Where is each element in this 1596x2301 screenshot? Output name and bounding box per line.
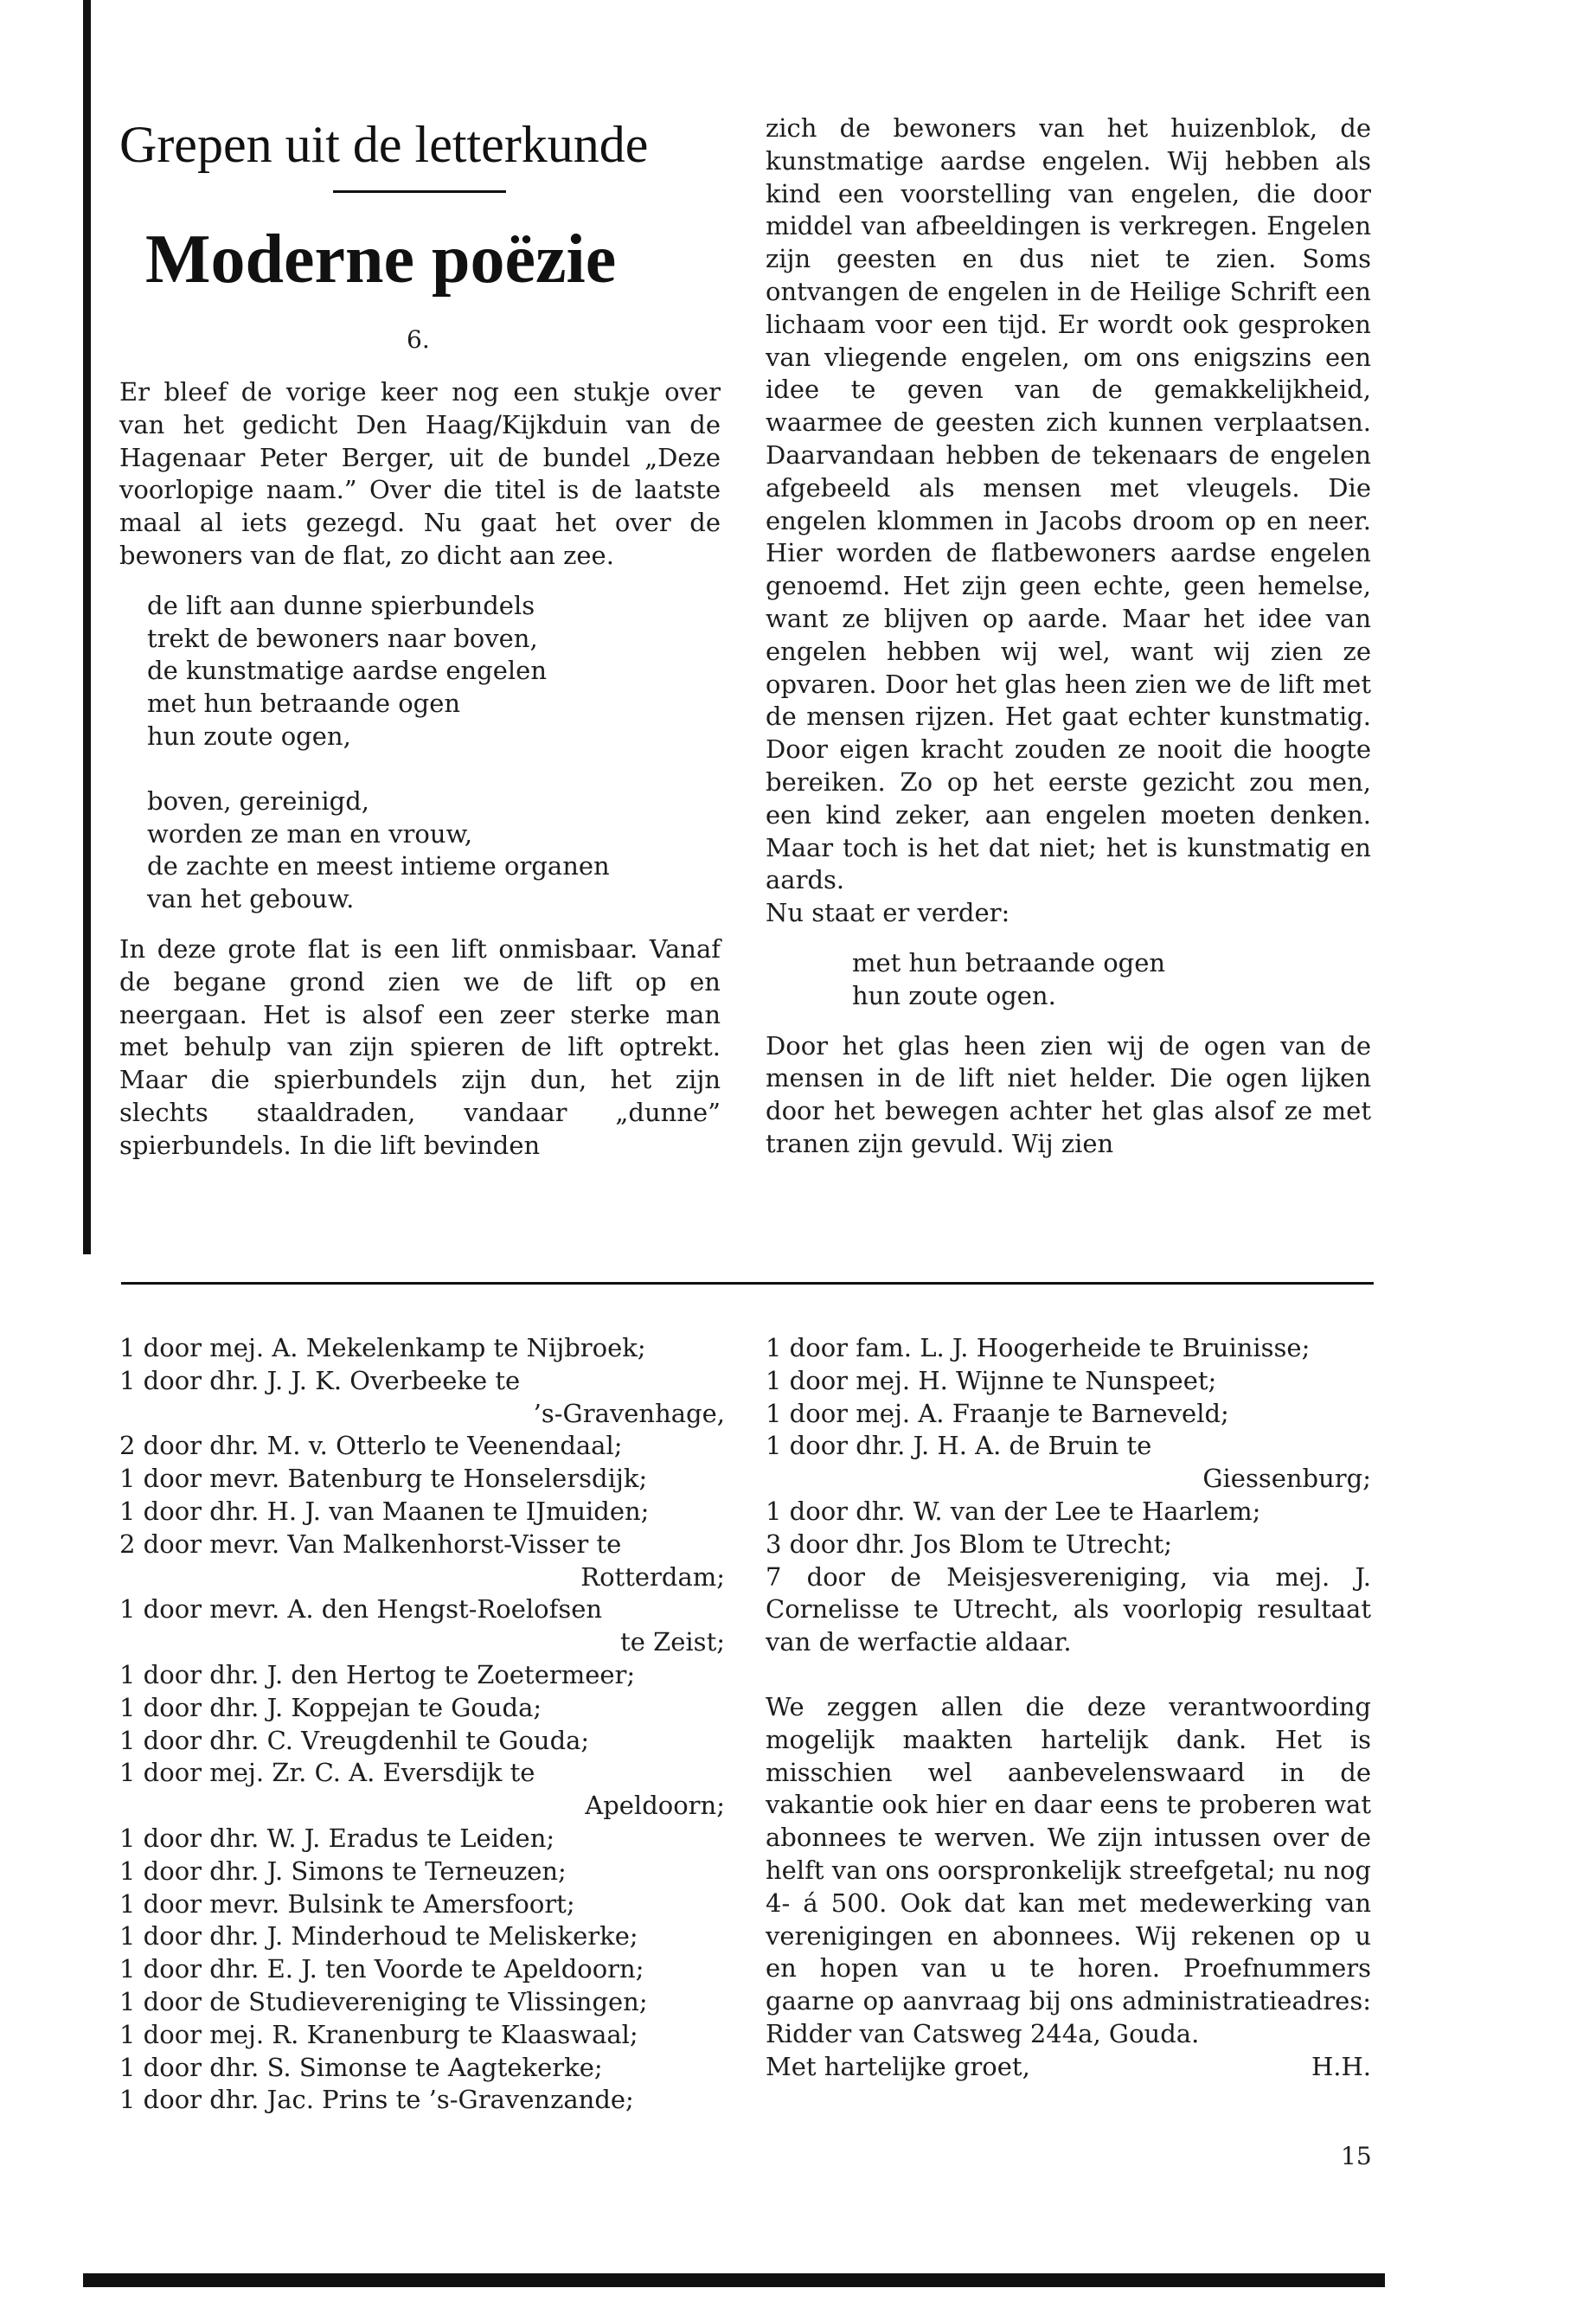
poem-line: trekt de bewoners naar boven, [147, 623, 538, 653]
section-separator [121, 1282, 1374, 1285]
poem-stanza-1 [119, 590, 721, 753]
quote-line: met hun betraande ogen [852, 947, 1166, 977]
donor-entry: 2 door dhr. M. v. Otterlo te Veenendaal; [119, 1431, 623, 1461]
bottom-border-bar [83, 2273, 1385, 2287]
donor-entry: 1 door dhr. J. Simons te Terneuzen; [119, 1856, 567, 1886]
greeting: Met hartelijke groet, [766, 2051, 1030, 2081]
donor-entry: 1 door dhr. J. den Hertog te Zoetermeer; [119, 1659, 636, 1689]
left-column [119, 376, 721, 1163]
poem-line: de zachte en meest intieme organen [147, 851, 610, 881]
donor-entry: 1 door dhr. S. Simonse te Aagtekerke; [119, 2052, 603, 2082]
donor-entry-continuation: Apeldoorn; [585, 1791, 725, 1821]
donor-entry: 1 door de Studievereniging te Vlissingen; [119, 1986, 648, 2016]
right-column [766, 112, 1371, 1161]
donor-entry: 1 door mevr. A. den Hengst-Roelofsen [119, 1594, 603, 1625]
donor-entry-continuation: ’s-Gravenhage, [533, 1398, 725, 1428]
donor-entry: 1 door mej. A. Fraanje te Barneveld; [766, 1398, 1229, 1428]
donor-entry: 1 door dhr. C. Vreugdenhil te Gouda; [119, 1725, 590, 1755]
poem-stanza-2 [119, 785, 721, 916]
donor-entry: 1 door dhr. J. Koppejan te Gouda; [119, 1692, 542, 1722]
section-title: Grepen uit de letterkunde [119, 116, 649, 173]
donor-entry: 2 door mevr. Van Malkenhorst-Visser te [119, 1529, 622, 1559]
donor-entry-continuation: te Zeist; [620, 1627, 725, 1657]
part-number: 6. [407, 325, 430, 354]
after-poem-paragraph: In deze grote flat is een lift onmisbaar. Vanaf de begane grond zien we de lift op en neergaan. Het is alsof een zeer sterke man met behulp van zijn spieren de lift optrekt. Maar die spierbundels zijn dun, het zijn slechts staaldraden, vandaar „dunne” spierbundels. In die lift bevinden [119, 933, 721, 1160]
poem-line: boven, gereinigd, [147, 785, 370, 816]
left-margin-bar [83, 0, 91, 1254]
quoted-lines [766, 947, 1371, 1013]
signature-initials: H.H. [1311, 2051, 1371, 2081]
donor-entry: 1 door mej. H. Wijnne te Nunspeet; [766, 1365, 1217, 1395]
right-paragraph-2: Door het glas heen zien wij de ogen van de mensen in de lift niet helder. Die ogen lijken door het bewegen achter het glas alsof ze met tranen zijn gevuld. Wij zien [766, 1030, 1371, 1158]
donor-entry: 1 door mej. R. Kranenburg te Klaaswaal; [119, 2019, 638, 2049]
closing-paragraph: We zeggen allen die deze verantwoording mogelijk maakten hartelijk dank. Het is misschien wel aanbevelenswaard in de vakantie ook hier en daar eens te proberen wat abonnees te werven. We zijn intussen over de helft van ons oorspronkelijk streefgetal; nu nog 4- á 500. Ook dat kan met medewerking van verenigingen en abonnees. Wij rekenen op u en hopen van u te horen. Proefnummers gaarne op aanvraag bij ons administratieadres: Ridder van Catsweg 244a, Gouda. [766, 1691, 1371, 2048]
poem-line: worden ze man en vrouw, [147, 818, 473, 849]
donor-entry-continuation: Rotterdam; [580, 1561, 725, 1592]
donor-entry: 1 door dhr. H. J. van Maanen te IJmuiden; [119, 1496, 650, 1526]
donor-entry: 1 door dhr. W. J. Eradus te Leiden; [119, 1823, 555, 1853]
poem-line: met hun betraande ogen [147, 689, 461, 719]
lead-in-line: Nu staat er verder: [766, 898, 1010, 928]
page-number: 15 [1341, 2142, 1372, 2170]
poem-line: hun zoute ogen, [147, 721, 351, 751]
donor-entry: 7 door de Meisjesvereniging, via mej. J. Cornelisse te Utrecht, als voorlopig resultaat van de werfactie aldaar. [766, 1561, 1371, 1657]
donor-entry: 1 door mevr. Bulsink te Amersfoort; [119, 1888, 575, 1919]
poem-line: van het gebouw. [147, 884, 355, 914]
poem-line: de kunstmatige aardse engelen [147, 656, 548, 686]
quote-line: hun zoute ogen. [852, 980, 1056, 1010]
donor-entry: 1 door mevr. Batenburg te Honselersdijk; [119, 1464, 648, 1494]
right-paragraph-1: zich de bewoners van het huizenblok, de kunstmatige aardse engelen. Wij hebben als kind een voorstelling van engelen, die door middel van afbeeldingen is verkregen. Engelen zijn geesten en dus niet te zien. Soms ontvangen de engelen in de Heilige Schrift een lichaam voor een tijd. Er wordt ook gesproken van vliegende engelen, om ons enigszins een idee te geven van de gemakkelijkheid, waarmee de geesten zich kunnen verplaatsen. Daarvandaan hebben de tekenaars de engelen afgebeeld als mensen met vleugels. Die engelen klommen in Jacobs droom op en neer. Hier worden de flatbewoners aardse engelen genoemd. Het zijn geen echte, geen hemelse, want ze blijven op aarde. Maar het idee van engelen hebben wij wel, want wij zien ze opvaren. Door het glas heen zien we de lift met de mensen rijzen. Het gaat echter kunstmatig. Door eigen kracht zouden ze nooit die hoogte bereiken. Zo op het eerste gezicht zou men, een kind zeker, aan engelen moeten denken. Maar toch is het dat niet; het is kunstmatig en aards. [766, 113, 1371, 895]
donor-entry: 1 door dhr. Jac. Prins te ’s-Gravenzande; [119, 2085, 634, 2115]
donor-list-right [766, 1332, 1371, 2084]
article-title: Moderne poëzie [145, 221, 617, 298]
title-divider [333, 190, 506, 193]
donor-entry: 1 door mej. Zr. C. A. Eversdijk te [119, 1758, 535, 1788]
donor-entry-continuation: Giessenburg; [1202, 1464, 1371, 1494]
donor-entry: 1 door mej. A. Mekelenkamp te Nijbroek; [119, 1333, 646, 1362]
donor-entry: 1 door fam. L. J. Hoogerheide te Bruinisse; [766, 1333, 1311, 1362]
donor-entry: 1 door dhr. W. van der Lee te Haarlem; [766, 1496, 1261, 1526]
signoff [766, 2051, 1371, 2084]
donor-entry: 1 door dhr. J. H. A. de Bruin te [766, 1431, 1152, 1461]
donor-entry: 1 door dhr. E. J. ten Voorde te Apeldoorn; [119, 1954, 644, 1984]
intro-paragraph: Er bleef de vorige keer nog een stukje over van het gedicht Den Haag/Kijkduin van de Hagenaar Peter Berger, uit de bundel „Deze voorlopige naam.” Over die titel is de laatste maal al iets gezegd. Nu gaat het over de bewoners van de flat, zo dicht aan zee. [119, 377, 721, 570]
donor-entry: 3 door dhr. Jos Blom te Utrecht; [766, 1529, 1173, 1559]
poem-line: de lift aan dunne spierbundels [147, 590, 535, 620]
donor-entry: 1 door dhr. J. J. K. Overbeeke te [119, 1365, 521, 1395]
donor-list-left [119, 1332, 725, 2117]
donor-entry: 1 door dhr. J. Minderhoud te Meliskerke; [119, 1921, 638, 1952]
